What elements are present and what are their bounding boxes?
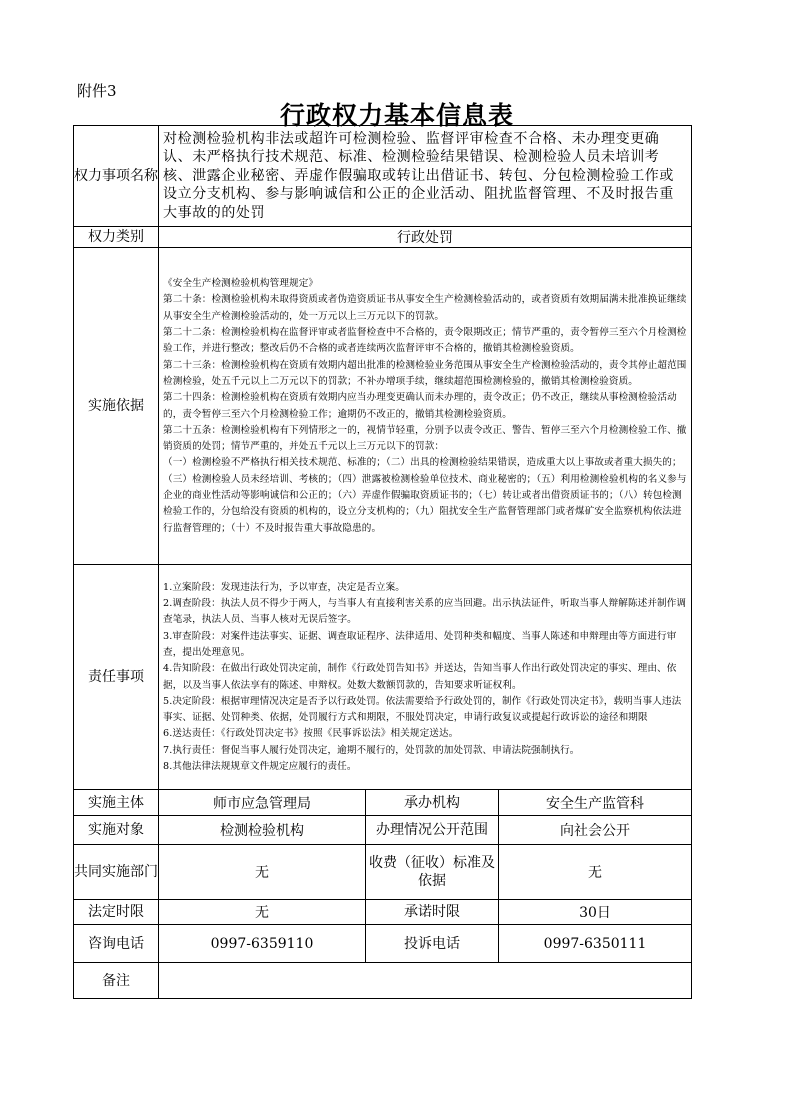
basis-paragraph: 第二十三条：检测检验机构在资质有效期内超出批准的检测检验业务范围从事安全生产检测检验活动的，责令其停止超范围检测检验，处五千元以上二万元以下的罚款；不补办增项手续，继续超范围检测检验的，撤销其检测检验资质。 (163, 359, 687, 387)
label-duties: 责任事项 (74, 565, 159, 790)
value-fee-standard: 无 (499, 845, 692, 900)
value-duties (159, 565, 692, 790)
row-phone (74, 925, 692, 963)
attachment-label: 附件3 (77, 82, 117, 100)
duty-item: 6.送达责任：《行政处罚决定书》按照《民事诉讼法》相关规定送达。 (163, 728, 459, 740)
label-fee-standard: 收费（征收）标准及依据 (366, 845, 499, 900)
value-category: 行政处罚 (159, 227, 692, 248)
value-legal-limit: 无 (159, 900, 366, 925)
label-object: 实施对象 (74, 816, 159, 845)
info-table (73, 125, 692, 999)
value-object: 检测检验机构 (159, 816, 366, 845)
value-consult-phone: 0997-6359110 (159, 925, 366, 963)
value-disclosure-scope: 向社会公开 (499, 816, 692, 845)
basis-paragraph: 《安全生产检测检验机构管理规定》 (163, 278, 319, 290)
value-promised-limit: 30日 (499, 900, 692, 925)
page-title: 行政权力基本信息表 (279, 101, 514, 130)
value-remark (159, 963, 692, 999)
duty-item: 1.立案阶段：发现违法行为，予以审查，决定是否立案。 (163, 581, 406, 593)
label-remark: 备注 (74, 963, 159, 999)
duty-item: 3.审查阶段：对案件违法事实、证据、调查取证程序、法律适用、处罚种类和幅度、当事人陈述和申辩理由等方面进行审查，提出处理意见。 (163, 630, 677, 658)
row-power-name (74, 126, 692, 227)
label-complaint-phone: 投诉电话 (366, 925, 499, 963)
value-joint-dept: 无 (159, 845, 366, 900)
basis-paragraph: 第二十四条：检测检验机构在资质有效期内应当办理变更确认而未办理的，责令改正；仍不改正，继续从事检测检验活动的，责令暂停三至六个月检测检验工作；逾期仍不改正的，撤销其检测检验资质。 (163, 392, 677, 420)
label-subject: 实施主体 (74, 790, 159, 816)
basis-paragraph: 第二十条：检测检验机构未取得资质或者伪造资质证书从事安全生产检测检验活动的，或者资质有效期届满未批准换证继续从事安全生产检测检验活动的，处一万元以上三万元以下的罚款。 (163, 294, 687, 322)
row-duties (74, 565, 692, 790)
duty-item: 2.调查阶段：执法人员不得少于两人，与当事人有直接利害关系的应当回避。出示执法证件，听取当事人辩解陈述并制作调查笔录，执法人员、当事人核对无误后签字。 (163, 598, 687, 626)
label-disclosure-scope: 办理情况公开范围 (366, 816, 499, 845)
basis-paragraph: 第二十二条：检测检验机构在监督评审或者监督检查中不合格的，责令限期改正；情节严重的，责令暂停三至六个月检测检验工作，并进行整改；整改后仍不合格的或者连续两次监督评审不合格的，撤销其检测检验资质。 (163, 327, 687, 355)
label-power-name: 权力事项名称 (74, 126, 159, 227)
row-category (74, 227, 692, 248)
label-category: 权力类别 (74, 227, 159, 248)
row-object (74, 816, 692, 845)
basis-paragraph: （一）检测检验不严格执行相关技术规范、标准的；（二）出具的检测检验结果错误，造成重大以上事故或者重大损失的；（三）检测检验人员未经培训、考核的；（四）泄露被检测检验单位技术、商业秘密的；（五）利用检测检验机构的名义参与企业的商业性活动等影响诚信和公正的；（六）弄虚作假骗取资质证书的；（七）转让或者出借资质证书的；（八）转包检测检验工作的，分包给没有资质的机构的，设立分支机构的；（九）阻扰安全生产监督管理部门或者煤矿安全监察机构依法进行监督管理的；（十）不及时报告重大事故隐患的。 (163, 457, 687, 534)
label-handling-unit: 承办机构 (366, 790, 499, 816)
duty-item: 7.执行责任：督促当事人履行处罚决定，逾期不履行的，处罚款的加处罚款、申请法院强制执行。 (163, 744, 580, 756)
row-joint (74, 845, 692, 900)
label-promised-limit: 承诺时限 (366, 900, 499, 925)
label-basis: 实施依据 (74, 248, 159, 565)
duty-item: 4.告知阶段：在做出行政处罚决定前，制作《行政处罚告知书》并送达，告知当事人作出行政处罚决定的事实、理由、依据，以及当事人依法享有的陈述、申辩权。处数大数额罚款的，告知要求听证权利。 (163, 663, 677, 691)
basis-paragraph: 第二十五条：检测检验机构有下列情形之一的，视情节轻重，分别予以责令改正、警告、暂停三至六个月检测检验工作、撤销资质的处罚；情节严重的，并处五千元以上三万元以下的罚款： (163, 424, 687, 453)
label-consult-phone: 咨询电话 (74, 925, 159, 963)
value-basis (159, 248, 692, 565)
row-basis (74, 248, 692, 565)
duty-item: 8.其他法律法规规章文件规定应履行的责任。 (163, 760, 357, 772)
label-joint-dept: 共同实施部门 (74, 845, 159, 900)
value-subject: 师市应急管理局 (159, 790, 366, 816)
value-complaint-phone: 0997-6350111 (499, 925, 692, 963)
label-legal-limit: 法定时限 (74, 900, 159, 925)
value-power-name: 对检测检验机构非法或超许可检测检验、监督评审检查不合格、未办理变更确认、未严格执行技术规范、标准、检测检验结果错误、检测检验人员未培训考核、泄露企业秘密、弄虚作假骗取或转让出借证书、转包、分包检测检验工作或设立分支机构、参与影响诚信和公正的企业活动、阻扰监督管理、不及时报告重大事故的的处罚 (159, 126, 692, 227)
row-remark (74, 963, 692, 999)
row-subject (74, 790, 692, 816)
row-time-limit (74, 900, 692, 925)
duty-item: 5.决定阶段：根据审理情况决定是否予以行政处罚。依法需要给予行政处罚的，制作《行政处罚决定书》，载明当事人违法事实、证据、处罚种类、依据，处罚履行方式和期限，不服处罚决定，申请行政复议或提起行政诉讼的途径和期限 (163, 695, 682, 724)
value-handling-unit: 安全生产监管科 (499, 790, 692, 816)
